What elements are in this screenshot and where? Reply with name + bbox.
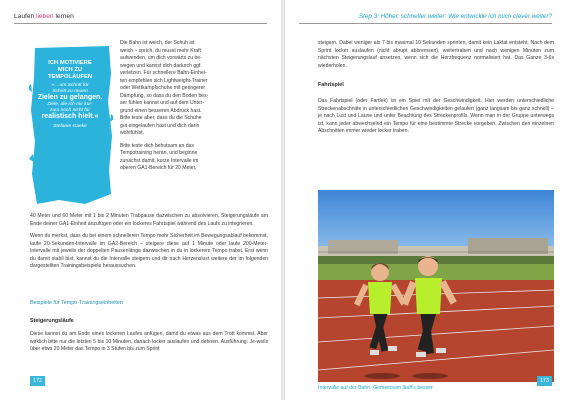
section-heading: Beispiele für Tempo-Trainingseinheiten <box>30 300 123 306</box>
quote-line: realistisch hielt.« <box>41 113 99 121</box>
text-line: weich – sprich, du musst mehr Kraft <box>120 47 201 54</box>
page-number: 173 <box>537 376 552 386</box>
quote-line: MICH ZU <box>57 66 83 73</box>
left-page <box>0 0 281 400</box>
intro-paragraph <box>120 40 268 138</box>
quote-author: Stefanie Gaeke <box>53 123 87 129</box>
fahrtspiel-text <box>318 98 554 136</box>
left-page-header <box>14 13 74 20</box>
text-line: gut eingelaufen hast und dich darin <box>120 122 200 129</box>
text-line: ser fühlen kannst und auf dem Unter- <box>120 100 205 106</box>
motivation-quote-panel <box>29 44 113 206</box>
paragraph-2-continued: 40 Meter und 60 Meter mit 1 bis 2 Minuten Trabpause dazwischen zu absolvieren, Steigerungsläufe am Ende deiner GA1-Einheit anzufügen oder ein lockeres Fahrtspiel während des Laufs zu integrieren. <box>30 213 268 227</box>
text-line: oder Wettkampfschuhe mit geringerer <box>120 85 206 91</box>
text-line: zunächst damit, kurze Intervalle im <box>120 157 199 164</box>
quote-line: ICH MOTIVIERE <box>48 60 92 66</box>
paragraph-4: Diese kannst du am Ende eines lockeren Laufes anfügen, damit du etwas aus dem Trott kommst. Aber wirklich bitte nur die letzten 5 bis 10 Minuten, danach locker auslaufen und dehnen. Ausführung: Je-weils über etwa 20 Meter das Tempo in 3 Stufen bis zum Sprint <box>30 331 268 352</box>
text-line: Die Bahn ist weich, der Schuh ist <box>120 40 195 46</box>
quote-line: TEMPOLÄUFEN <box>47 73 93 80</box>
intro-column <box>120 40 268 173</box>
text-line: wegen und kannst dich dadurch ggf. <box>120 62 202 69</box>
text-line: Tempotraining heran, und beginne <box>120 150 198 156</box>
sub-heading: Steigerungsläufe <box>30 318 74 324</box>
text-line: oberen GA1-Bereich für 20 Meter, <box>120 165 197 171</box>
text-line: aufwenden, um dich vorwärts zu be- <box>120 55 202 61</box>
quote-line: »... um Schritt für <box>51 83 89 89</box>
text-line: Dämpfung, so dass du den Boden bes- <box>120 92 209 99</box>
text-line: wohlfühlst. <box>120 130 145 136</box>
text-line: ten empfehlen sich Lightweight-Trainer <box>120 77 208 84</box>
right-page-header: Step 3: Höher, schneller weiter: Wie entwickle ich mich clever weiter? <box>358 13 552 20</box>
page-number: 172 <box>30 376 45 386</box>
paragraph-3: Wenn du merkst, dass du bei einem schnelleren Tempo mehr Sicherheit im Bewegungsablauf bekommst, laufe 20-Sekunden-Intervalle im GA2-Bereich – steigere diese auf 1 Minute oder laufe 200-Meter-Intervalle mit jeweils der doppelten Pausenlänge dazwischen in du in lockerem Tempo trabst. Erst wenn du damit stabil bist, kannst du die Intervalle steigern und dir nach Herzenslust weitere der im folgenden dargestellten Trainingsbeispiele heraussuchen. <box>30 233 268 269</box>
text-line: verletzen. Für schnellere Bahn-Einhei- <box>120 70 207 76</box>
quote-text <box>35 60 105 131</box>
header-rule <box>299 23 552 24</box>
text-line: grund einen besseren Abdruck hast. <box>120 107 202 114</box>
running-track-photo <box>318 190 554 382</box>
quote-line: Zielen zu gelangen. <box>37 94 103 102</box>
paragraph-1: steigern. Dabei weniger als 7 bis maximal 10 Sekunden sprinten, damit kein Laktat entsteht. Nach dem Sprint locker auslaufen (nicht abrupt abbremsen), weitertraben und nach wenigen Minuten zum nächsten Steigerungslauf ansetzen, wenn sich die Herzfrequenz normalisiert hat. Das Ganze 3-6x wiederholen. <box>318 40 554 69</box>
header-title-end: lernen <box>53 13 74 20</box>
full-width-text <box>30 213 268 271</box>
right-top-text <box>318 40 554 70</box>
text-line: Bitte teste aber, dass du die Schuhe <box>120 115 202 121</box>
right-page <box>285 0 566 400</box>
paragraph-2: Das Fahrtspiel (oder Fartlek) ist ein Spiel mit der Geschwindigkeit. Hier werden unterschiedliche Streckenabschnitte in unterschiedlichen Geschwindigkeiten gelaufen (ganz langsam bis ganz schnell) – je nach Lust und Laune und unter Beachtung des Streckenprofils. Wenn man in der Gruppe unterwegs ist, kann jeder abwechselnd ein Tempo für eine bestimmte Strecke vorgeben. Zwischen den einzelnen Abschnitten immer wieder locker traben. <box>318 98 554 134</box>
photo-illustration <box>318 190 554 382</box>
steigerung-text <box>30 331 268 354</box>
text-line: Bitte teste dich behutsam an das <box>120 142 194 149</box>
paragraph-2-start <box>120 143 268 173</box>
quote-line: Ziele, die ich mir kur- <box>47 102 93 108</box>
header-title-start: Laufen <box>14 13 36 20</box>
quote-line: Schritt zu neuen <box>52 89 88 95</box>
sub-heading: Fahrtspiel <box>318 82 344 88</box>
photo-caption: Intervalle auf der Bahn: Gemeinsam läuft's besser. <box>318 385 435 391</box>
header-rule <box>14 23 267 24</box>
header-title-highlight: lieben <box>36 13 54 20</box>
quote-line: zum noch nicht für <box>50 108 90 114</box>
